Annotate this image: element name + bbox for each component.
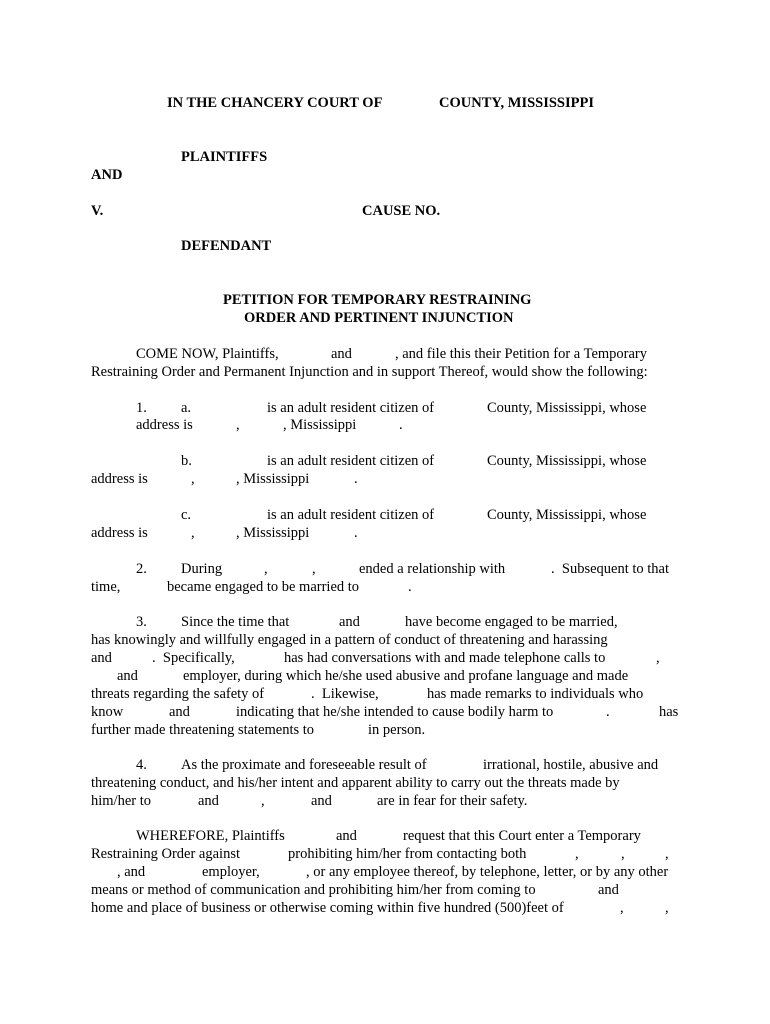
county-heading: COUNTY, MISSISSIPPI <box>439 95 594 111</box>
para-4-line-3a: him/her to <box>91 793 152 809</box>
para-2-became: became engaged to be married to <box>167 579 360 595</box>
para-3-line-3c: has had conversations with and made telephone calls to <box>284 650 606 666</box>
wherefore-line-3a: , and <box>117 864 146 880</box>
para-1-number: 1. <box>136 400 147 416</box>
wherefore-line-2a: Restraining Order against <box>91 846 240 862</box>
wherefore-line-3b: employer, <box>202 864 260 880</box>
wherefore-line-5c: , <box>665 900 669 916</box>
wherefore-line-5b: , <box>620 900 624 916</box>
para-4-line-2: threatening conduct, and his/her intent and apparent ability to carry out the threats made by <box>91 775 620 791</box>
para-3-line-6b: and <box>169 704 190 720</box>
court-heading: IN THE CHANCERY COURT OF <box>167 95 383 111</box>
para-4-line-3e: are in fear for their safety. <box>377 793 528 809</box>
para-3-number: 3. <box>136 614 147 630</box>
intro-text-line-2: Restraining Order and Permanent Injunction and in support Thereof, would show the following: <box>91 364 648 380</box>
para-1c-county: County, Mississippi, whose <box>487 507 647 523</box>
para-3-line-5b: . Likewise, <box>311 686 379 702</box>
para-2-dot: . <box>408 579 412 595</box>
para-2-comma-1: , <box>264 561 268 577</box>
para-1b-address: address is <box>91 471 148 487</box>
para-2-time: time, <box>91 579 121 595</box>
para-4-line-1b: irrational, hostile, abusive and <box>483 757 659 773</box>
para-1b-state: , Mississippi <box>236 471 310 487</box>
intro-text-a: COME NOW, Plaintiffs, <box>136 346 279 362</box>
para-2-number: 2. <box>136 561 147 577</box>
para-2-ended: ended a relationship with <box>359 561 506 577</box>
para-1c-state: , Mississippi <box>236 525 310 541</box>
para-1a-address: address is <box>136 417 193 433</box>
para-1a-state: , Mississippi <box>283 417 357 433</box>
para-1a-dot: . <box>399 417 403 433</box>
para-2-subsequent: . Subsequent to that <box>551 561 670 577</box>
para-1c-label: c. <box>181 507 192 523</box>
wherefore-line-4b: and <box>598 882 619 898</box>
para-3-line-7a: further made threatening statements to <box>91 722 315 738</box>
para-3-since: Since the time that <box>181 614 290 630</box>
wherefore-line-5a: home and place of business or otherwise coming within five hundred (500)feet of <box>91 900 564 916</box>
para-3-line-7b: in person. <box>368 722 426 738</box>
para-4-line-3c: , <box>261 793 265 809</box>
para-3-line-6a: know <box>91 704 124 720</box>
para-4-line-3b: and <box>198 793 219 809</box>
para-4-line-1a: As the proximate and foreseeable result of <box>181 757 427 773</box>
para-4-line-3d: and <box>311 793 332 809</box>
para-3-line-4b: employer, during which he/she used abusive and profane language and made <box>183 668 629 684</box>
para-3-line-3b: . Specifically, <box>152 650 235 666</box>
para-3-and: and <box>339 614 360 630</box>
wherefore-line-2d: , <box>621 846 625 862</box>
para-1c-address: address is <box>91 525 148 541</box>
para-3-line-3a: and <box>91 650 112 666</box>
para-4-number: 4. <box>136 757 147 773</box>
para-3-line-6c: indicating that he/she intended to cause bodily harm to <box>236 704 554 720</box>
para-1c-text: is an adult resident citizen of <box>267 507 435 523</box>
wherefore-line-1b: and <box>336 828 357 844</box>
intro-text-b: and <box>331 346 352 362</box>
wherefore-line-1c: request that this Court enter a Temporary <box>403 828 641 844</box>
wherefore-line-3c: , or any employee thereof, by telephone, letter, or by any other <box>306 864 669 880</box>
para-1b-label: b. <box>181 453 192 469</box>
para-1c-dot: . <box>354 525 358 541</box>
para-2-during: During <box>181 561 223 577</box>
wherefore-line-2b: prohibiting him/her from contacting both <box>288 846 527 862</box>
para-2-comma-2: , <box>312 561 316 577</box>
para-3-line-5c: has made remarks to individuals who <box>427 686 644 702</box>
para-3-line-6e: has <box>659 704 679 720</box>
wherefore-line-1a: WHEREFORE, Plaintiffs <box>136 828 285 844</box>
and-label: AND <box>91 167 123 183</box>
para-1a-label: a. <box>181 400 192 416</box>
para-1b-comma: , <box>191 471 195 487</box>
para-1a-text: is an adult resident citizen of <box>267 400 435 416</box>
wherefore-line-4a: means or method of communication and prohibiting him/her from coming to <box>91 882 536 898</box>
intro-text-c: , and file this their Petition for a Temporary <box>395 346 648 362</box>
para-1a-comma: , <box>236 417 240 433</box>
document-title-line-1: PETITION FOR TEMPORARY RESTRAINING <box>223 292 532 308</box>
plaintiffs-label: PLAINTIFFS <box>181 149 268 165</box>
para-1b-dot: . <box>354 471 358 487</box>
para-1b-text: is an adult resident citizen of <box>267 453 435 469</box>
wherefore-line-2e: , <box>665 846 669 862</box>
para-3-line-2: has knowingly and willfully engaged in a pattern of conduct of threatening and harassing <box>91 632 608 648</box>
para-1b-county: County, Mississippi, whose <box>487 453 647 469</box>
para-3-engaged: have become engaged to be married, <box>405 614 618 630</box>
para-1c-comma: , <box>191 525 195 541</box>
para-3-line-3d: , <box>656 650 660 666</box>
defendant-label: DEFENDANT <box>181 238 272 254</box>
versus-label: V. <box>91 203 104 219</box>
para-3-line-5a: threats regarding the safety of <box>91 686 265 702</box>
para-1a-county: County, Mississippi, whose <box>487 400 647 416</box>
cause-number-label: CAUSE NO. <box>362 203 441 219</box>
para-3-line-4a: and <box>117 668 138 684</box>
document-title-line-2: ORDER AND PERTINENT INJUNCTION <box>244 310 514 326</box>
wherefore-line-2c: , <box>575 846 579 862</box>
para-3-line-6d: . <box>606 704 610 720</box>
